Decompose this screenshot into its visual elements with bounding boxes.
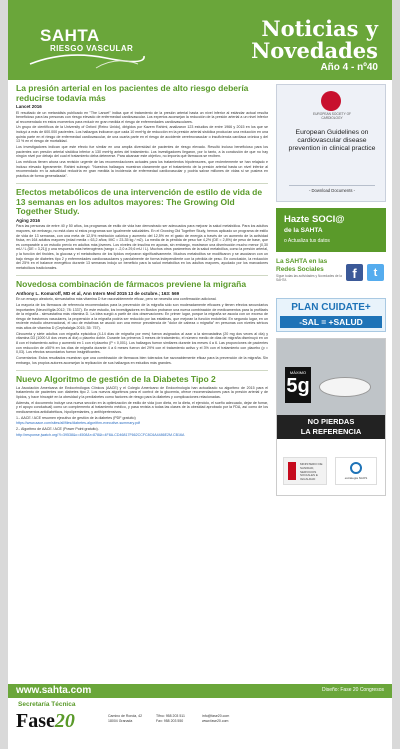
web-link[interactable]: www.fase20.com [202,718,229,723]
article-2 [16,188,268,270]
salt-slogan-line-1: NO PIERDAS [307,417,355,426]
badge-label: MÁXIMO [289,370,307,375]
logo-title: SAHTA [40,26,100,45]
phone-line: Tlfno: 958 203 511 [156,714,185,718]
logo-subtitle: RIESGO VASCULAR [50,44,134,53]
footer-design-credit: Diseño: Fase 20 Congresos [322,687,384,693]
article-1-paragraph: Los investigadores indican que este efecto fue similar en una amplia diversidad de pacientes de riesgo elevado. Resultó incluso beneficioso para los pacientes con presión arterial sistólica inferior a 130 mmHg antes del tratamiento. Los investigadores llegaron, por lo tanto, a la conclusión de que no hay ningún nivel por debajo del cual el tratamiento deba detenerse. Para alcanzar este objetivo, no importa qué fármacos se reciben. [16,145,268,159]
article-2-source: Aging 2016 [16,217,41,223]
phone-block [156,714,185,723]
become-member-banner[interactable] [276,208,386,252]
twitter-icon[interactable]: t [367,264,384,281]
plan-title: PLAN CUIDATE+ [291,302,371,313]
fase-word: Fase [16,710,55,732]
address-block [108,714,142,723]
spain-flag-icon [288,462,296,480]
salt-slogan [277,415,385,439]
naos-circle-icon [350,462,362,474]
naos-logo [335,457,377,485]
newsletter-page [8,0,392,749]
ministry-logo [283,457,327,485]
article-3 [16,280,268,365]
email-link[interactable]: info@fase20.com [202,714,230,718]
naos-name: estrategia NAOS [344,476,368,480]
member-line-1: Hazte SOCI@ [284,214,345,225]
article-1-paragraph: El resultado de un metanálisis publicado en "The Lancet" indica que el tratamiento de la presión arterial hasta un nivel inferior al estándar actual resulta beneficioso para las personas con riesgo elevado de enfermedad cardiovascular. Los expertos aconsejan la reducción de la presión arterial a un nivel inferior al recomendado en estos momentos para reducir en gran medida el riesgo de enfermedades cardiovasculares. [16,110,268,124]
esc-guide-title: European Guidelines on cardiovascular disease prevention in clinical practice [288,129,376,152]
logo-swoosh-icon [26,50,146,72]
technical-secretariat [16,701,386,745]
address-line-2: 18004 Granada [108,718,133,723]
esc-guidelines-banner[interactable] [276,84,386,202]
divider [16,183,268,184]
member-line-2: de la SAHTA [284,227,323,234]
plan-cuidate-banner[interactable] [276,298,386,332]
social-subtitle: Sigue todas las actividades y Novedades de la SAHTA [276,274,342,282]
ministry-name: MINISTERIO DE SANIDAD, SERVICIOS SOCIALES E IGUALDAD [300,462,323,482]
esc-society-name: EUROPEAN SOCIETY OF CARDIOLOGY [312,112,352,120]
footer-bar [8,684,392,698]
article-3-paragraph: Comentarios: Estos resultados muestran que una combinación de fármacos bien tolerados fue razonablemente eficaz para la prevención de la migraña. Sin embargo, los propios autores aconsejan la replicación de sus hallazgos en estudios más grandes. [16,356,268,365]
social-networks-widget [276,258,386,292]
article-1-source: Lancet 2016 [16,104,42,109]
fase20-logo[interactable] [16,710,75,733]
address-line-1: Camino de Ronda, 42 [108,714,143,718]
contact-block [202,714,229,723]
divider [16,275,268,276]
article-1-paragraph: Un grupo de científicos de la University of Oxford (Reino Unido), dirigidos por Kazem Rahimi, analizaron 123 estudios de entre 1966 y 2015 en los que se incluyó a más de 600.000 pacientes. Los hallazgos indicaron que cada 10 mmHg de reducción en la presión arterial sistólica producían una reducción en una quinta parte en el riesgo de enfermedad cardiovascular, de una cuarta parte en el riesgo de accidente cerebrovascular o insuficiencia cardíaca crónica y del 13 % en el riesgo de mortalidad. [16,125,268,144]
salt-slogan-line-2: LA REFERENCIA [300,427,362,436]
main-column [16,84,268,442]
download-documents-link[interactable]: - Download Documents - [289,185,375,196]
esc-logo-icon [321,91,341,111]
powerpoint-link[interactable]: http://response.jwatch.org/?l=39538&c=4508&r=878&t=4F8A-CD46817F662CCFC8C6A4486E2M.CB16A [16,432,185,437]
article-3-source: Anthony L. Komaroff, MD et al, Ann Intern Med 2015 13 de octubre.; 163: 569 [16,290,180,296]
article-2-title: Efectos metabólicos de una intervención de estilo de vida de 13 semanas en los adultos mayores: The Growing Old Together Study. [16,187,263,217]
article-4-paragraph: 2.- Algoritmo de AACE / ACE (Power Point gratuito). [16,427,99,431]
badge-value: 5g [286,375,310,397]
secretariat-label: Secretaría Técnica [18,701,76,708]
plan-slogan: -SAL = +SALUD [280,316,382,328]
footer-website-link[interactable]: www.sahta.com [16,685,92,696]
header-banner [8,0,392,80]
article-4 [16,375,268,437]
facebook-icon[interactable]: f [346,264,363,281]
title-line-1: Noticias y [261,16,378,41]
fase-number: 20 [54,710,75,732]
article-1 [16,84,268,178]
article-4-paragraph: 1.- AACE / ACE resumen ejecutivo de gestión de la diabetes (PDF gratuito) [16,415,136,420]
article-4-title: Nuevo Algoritmo de gestión de la Diabetes Tipo 2 [16,374,216,385]
article-3-paragraph: En un ensayo aleatorio, simvastatina más vitamina D fue razonablemente eficaz, pero se necesita una confirmación adicional. [16,297,217,302]
title-line-2: Novedades [251,38,378,63]
article-3-paragraph: Cincuenta y siete adultos con migraña episódica (4-14 días de migraña por mes) fueron asignados al azar a la simvastatina (20 mg dos veces al día) y vitamina D3 (1000 UI dos veces al día) o placebo doble. Durante los primeros 3 meses de tratamiento, el número medio de días de migraña disminuyó en un 8 con el tratamiento activo y aumentó en 1 con el placebo (P < 0,001). Los hallazgos fueron similares durante los meses 4 a 6. Las proporciones de pacientes con reducción de ≥50% en los días de migraña durante 4 a 6 meses fueron del 29% con el tratamiento activo y el 3% con el tratamiento con placebo (p = 0,03). Los efectos secundarios fueron insignificantes. [16,331,268,355]
article-2-paragraph: Para las personas de entre 40 y 50 años, los programas de estilo de vida han demostrado ser adecuados para mejorar la salud metabólica. Para los adultos mayores, sin embargo, no está claro si estos programas son igualmente saludables. En el Growing Old Together Study, hemos aplicado un programa de estilo de vida de 13 semanas, con una meta de 12,5% restricción calórica y aumento del 12,5% en el gasto de energía a través de un aumento de la actividad física, en 164 adultos mayores (edad media = 63,2 años; IMC = 23-35 kg / m2). La media de la pérdida de peso fue 4,2% (DE = 2,8%) de peso de base, que es comparable a un estudio previo en adultos más jóvenes. Los niveles de insulina en ayunas, sin embargo, mostraron una disminución mucho menor (0,30 mU / L (DE = 3,21)) y una respuesta más heterogénea (rango = -2,0 a 29,6 mU / L). Muchos otros parámetros de la salud metabólica, como la presión arterial, y la función del tiroides, la glucosa y el metabolismo de los lípidos mejoraron significativamente. Muchos metabolitos se modificaron y se asociaron con un bajo riesgo de diabetes tipo 2 y enfermedades cardiovasculares y parcialmente de forma independiente con la pérdida de peso. En conclusión, la reducción del 25% en el balance energético durante 13 semanas indujo un beneficio para la salud metabólica en los adultos mayores, ayudado por los marcadores metabólicos tradicionales. [16,224,268,270]
article-3-title: Novedosa combinación de fármacos previene la migraña [16,279,247,290]
salt-spoon-icon [319,377,371,397]
newsletter-title [251,18,378,62]
article-4-paragraph: Además, el documento incluye una nueva sección en la optimización de estilo de vida (con dieta, en la dieta, el ejercicio, el sueño adecuado, dejar de fumar, y el apoyo conductual) como un complemento al tratamiento médico, y pasa revista a todas las clases de la obesidad aprobado por la FDA, así como de los medicamentos antidiabéticos, hipolipemiantes, y antihipertensivos. [16,400,268,414]
article-1-paragraph: Los médicos tienen ahora una revisión urgente de las recomendaciones actuales para los tratamientos hipotensores, que recientemente se han relajado e incluso elevado ligeramente. Rahimi subrayó: "Nuestros hallazgos muestran claramente que el tratamiento de la presión arterial hasta un nivel inferior al recomendado en la actualidad reduciría en gran medida la incidencia de enfermedad cardiovascular y podría salvar millones de vidas si se pusiera en práctica de forma generalizada". [16,160,268,178]
salt-campaign-banner[interactable] [276,338,386,496]
divider [16,370,268,371]
article-3-paragraph: La mayoría de los fármacos de referencia recomendados para la prevención de la migraña sólo son moderadamente eficaces y tienen efectos secundarios importantes (NeuroVigila 2012; 78: 1337). En este estudio, los investigadores en Boston probaron una nueva combinación de medicamentos para la profilaxis de la migraña - simvastatina más vitamina D. La idea surgió a partir de dos observaciones: En primer lugar, porque la migraña se asocia con un exceso de riesgo de trastornos vasculares, la propensión a la migraña podría ser reducido por las estatinas, que mejoran la función endotelial. En segundo lugar, en un reciente estudio observacional, el uso de estatinas se asoció con una menor prevalencia de "dolor de cabeza o migraña" en personas con niveles séricos más altos de vitamina D (Cephalalgia 2015; 35: 757). [16,303,268,331]
pdf-summary-link[interactable]: https://www.aace.com/sites/all/files/diabetes-algorithm-executive-summary.pdf [16,421,140,426]
sidebar [276,84,386,500]
sahta-logo[interactable] [26,20,146,70]
fax-line: Fax: 958 203 550 [156,718,184,723]
salt-max-badge [285,367,311,403]
issue-number: Año 4 - nº40 [320,62,378,73]
article-1-title: La presión arterial en los pacientes de alto riesgo debería reducirse todavía más [16,83,249,103]
social-title: La SAHTA en las Redes Sociales [276,258,328,273]
member-line-3: o Actualiza tus datos [284,238,330,244]
article-4-paragraph: La Asociación Americana de Endocrinólogos Clínicos (AACE) y el Colegio Americano de Endocrinología han actualizado su algoritmo de 2015 para el tratamiento de pacientes con diabetes tipo 2. Los nuevos algoritmos para el control de la glucemia, ofrece recomendaciones para la presión arterial y de lípidos, y hace hincapié en la obesidad y la prediabetes como factores de riesgo para la diabetes y complicaciones relacionadas. [16,385,268,399]
